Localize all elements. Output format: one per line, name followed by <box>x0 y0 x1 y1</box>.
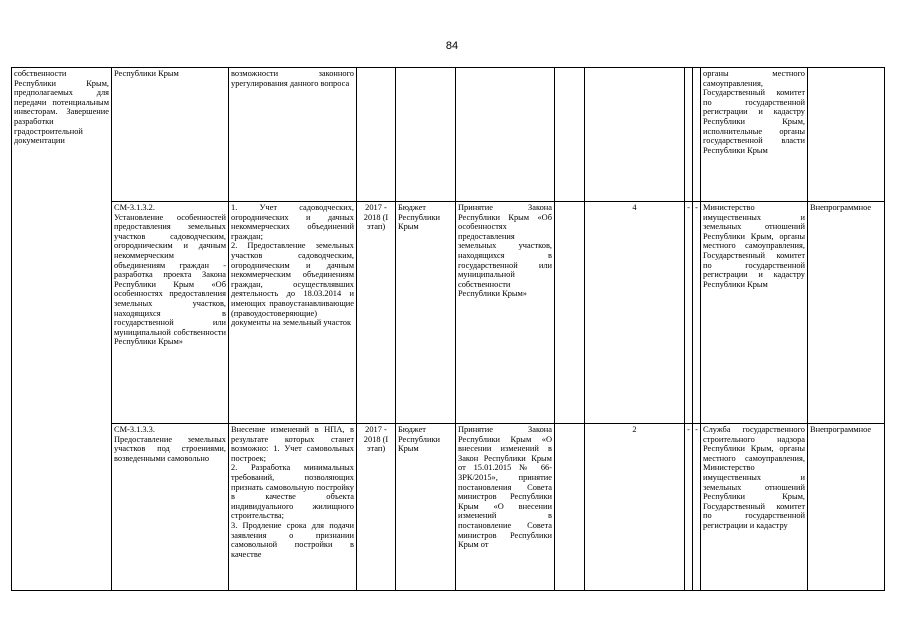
content-text: 1. Учет садоводческих, огороднических и дачных некоммерческих объединений граждан; 2. Предоставление земельных участков садоводческим, огородническим и дачным некоммерческим объединениям граждан, осуществлявших деятельность до 18.03.2014 и имеющих правоустанавливающие (правоудостоверяющие) документы на земельный участок <box>231 203 354 328</box>
responsible-cell <box>701 68 808 202</box>
content-cell <box>229 424 357 591</box>
value-cell <box>585 424 685 591</box>
dash-cell <box>693 68 701 202</box>
table-row <box>12 424 885 591</box>
empty-cell <box>555 202 585 424</box>
period-cell <box>357 202 396 424</box>
content-cell <box>229 68 357 202</box>
dash-cell <box>693 424 701 591</box>
period-cell <box>357 68 396 202</box>
result-cell <box>456 68 555 202</box>
measures-table <box>11 67 885 591</box>
responsible-text: органы местного самоуправления, Государственный комитет по государственной регистрации и кадастру Республики Крым, исполнительные органы государственной власти Республики Крым <box>703 69 805 155</box>
measure-cell <box>112 424 229 591</box>
measure-text: СМ-3.1.3.2. Установление особенностей предоставления земельных участков садоводческим, огородническим и дачным некоммерческим объединениям граждан - разработка проекта Закона Республики Крым «Об особенностях предоставления земельных участков, находящихся в государственной или муниципальной собственности Республики Крым» <box>114 203 226 347</box>
value-cell <box>585 68 685 202</box>
value-text: 4 <box>632 203 637 212</box>
dash-text: - <box>687 425 690 434</box>
program-text: Внепрограммное <box>810 425 872 434</box>
dash-cell <box>685 424 693 591</box>
responsible-text: Министерство имущественных и земельных отношений Республики Крым, органы местного самоуправления, Государственный комитет по государственной регистрации и кадастру Республики Крым <box>703 203 805 289</box>
empty-cell <box>555 68 585 202</box>
funding-text: Бюджет Республики Крым <box>398 203 441 232</box>
measure-text: СМ-3.1.3.3. Предоставление земельных участков под строениями, возведенными самовольно <box>114 425 226 463</box>
dash-cell <box>685 68 693 202</box>
content-text: Внесение изменений в НПА, в результате которых станет возможно: 1. Учет самовольных построек; 2. Разработка минимальных требований, позволяющих признать самовольную постройку в качестве объекта индивидуального жилищного строительства; 3. Продление срока для подачи заявления о признании самовольной постройки в качестве <box>231 425 354 559</box>
responsible-text: Служба государственного строительного надзора Республики Крым, органы местного самоуправления, Министерство имущественных и земельных отношений Республики Крым, Государственный комитет по государственной регистрации и кадастру <box>703 425 805 530</box>
period-text: 2017 - 2018 (I этап) <box>363 425 389 454</box>
program-cell <box>808 68 885 202</box>
content-text: возможности законного урегулирования данного вопроса <box>231 69 354 88</box>
result-text: Принятие Закона Республики Крым «О внесении изменений в Закон Республики Крым от 15.01.2015 № 66-ЗРК/2015», принятие постановления Совета министров Республики Крым «О внесении изменений в постановление Совета министров Республики Крым от <box>458 425 552 550</box>
value-text: 2 <box>632 425 637 434</box>
dash-cell <box>693 202 701 424</box>
page-number: 84 <box>445 40 459 52</box>
measure-text: Республики Крым <box>114 69 179 78</box>
measure-cell <box>112 202 229 424</box>
dash-text: - <box>695 203 698 212</box>
period-cell <box>357 424 396 591</box>
funding-cell <box>396 424 456 591</box>
result-text: Принятие Закона Республики Крым «Об особенностях предоставления земельных участков, находящихся в государственной или муниципальной собственности Республики Крым» <box>458 203 552 299</box>
funding-cell <box>396 202 456 424</box>
program-cell <box>808 202 885 424</box>
funding-cell <box>396 68 456 202</box>
task-text: собственности Республики Крым, предполагаемых для передачи потенциальным инвесторам. Завершение разработки градостроительной документации <box>14 69 109 146</box>
program-text: Внепрограммное <box>810 203 872 212</box>
task-cell <box>12 68 112 591</box>
result-cell <box>456 424 555 591</box>
content-cell <box>229 202 357 424</box>
result-cell <box>456 202 555 424</box>
period-text: 2017 - 2018 (I этап) <box>363 203 389 232</box>
responsible-cell <box>701 202 808 424</box>
table-row <box>12 202 885 424</box>
dash-cell <box>685 202 693 424</box>
responsible-cell <box>701 424 808 591</box>
program-cell <box>808 424 885 591</box>
funding-text: Бюджет Республики Крым <box>398 425 441 454</box>
table-row <box>12 68 885 202</box>
measure-cell <box>112 68 229 202</box>
dash-text: - <box>695 425 698 434</box>
value-cell <box>585 202 685 424</box>
empty-cell <box>555 424 585 591</box>
dash-text: - <box>687 203 690 212</box>
